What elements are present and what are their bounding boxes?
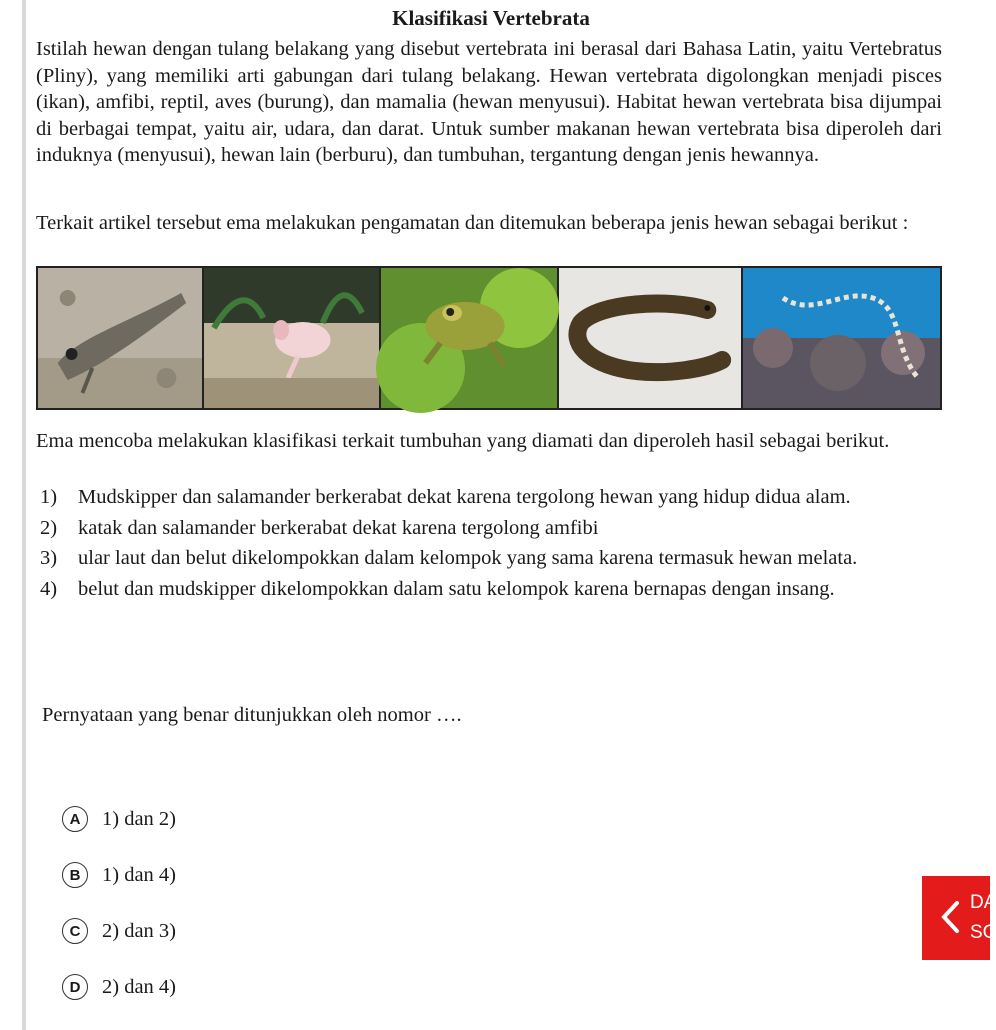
statement-text: belut dan mudskipper dikelompokkan dalam satu kelompok karena bernapas dengan insang. [78, 577, 835, 600]
option-text-a: 1) dan 2) [102, 807, 177, 830]
option-d[interactable] [62, 974, 176, 1000]
question-prompt: Pernyataan yang benar ditunjukkan oleh nomor …. [42, 704, 462, 726]
article-title: Klasifikasi Vertebrata [392, 6, 590, 30]
badge-text-1: DA [970, 892, 996, 913]
sea-snake-image [743, 268, 940, 408]
option-letter-d: D [62, 974, 88, 1000]
option-text-b: 1) dan 4) [102, 863, 177, 886]
statement-number: 4) [40, 577, 58, 600]
option-text-c: 2) dan 3) [102, 919, 177, 942]
statement-item-2 [36, 515, 942, 542]
statement-number: 2) [40, 516, 58, 539]
option-b[interactable] [62, 862, 176, 888]
option-letter-a: A [62, 806, 88, 832]
statement-item-1 [36, 484, 942, 511]
badge-text-2: SC [970, 922, 996, 943]
mudskipper-image [38, 268, 204, 408]
article-paragraph-2: Terkait artikel tersebut ema melakukan pengamatan dan ditemukan beberapa jenis hewan sebagai berikut : [36, 212, 909, 234]
statement-item-3 [36, 545, 942, 572]
statement-text: ular laut dan belut dikelompokkan dalam kelompok yang sama karena termasuk hewan melata. [78, 547, 858, 569]
chevron-left-icon [940, 900, 960, 934]
left-border [22, 0, 26, 1030]
statement-number: 1) [40, 486, 58, 508]
statement-text: Mudskipper dan salamander berkerabat dekat karena tergolong hewan yang hidup didua alam. [78, 486, 851, 508]
statement-list [36, 484, 942, 606]
animal-image-strip [36, 266, 942, 410]
statement-item-4 [36, 576, 942, 603]
article-paragraph-1: Istilah hewan dengan tulang belakang yang disebut vertebrata ini berasal dari Bahasa Latin, yaitu Vertebratus (Pliny), yang memiliki arti gabungan dari tulang belakang. Hewan vertebrata digolongkan menjadi pisces (ikan), amfibi, reptil, aves (burung), dan mamalia (hewan menyusui). Habitat hewan vertebrata bisa dijumpai di berbagai tempat, yaitu air, udara, dan darat. Untuk sumber makanan hewan vertebrata bisa diperoleh dari induknya (menyusui), hewan lain (berburu), dan tumbuhan, tergantung dengan jenis hewannya. [36, 38, 942, 166]
article-paragraph-3: Ema mencoba melakukan klasifikasi terkait tumbuhan yang diamati dan diperoleh hasil sebagai berikut. [36, 430, 890, 452]
salamander-image [204, 268, 381, 408]
statement-number: 3) [40, 547, 58, 569]
side-nav-badge[interactable] [922, 876, 996, 960]
eel-image [559, 268, 743, 408]
option-text-d: 2) dan 4) [102, 975, 177, 998]
option-c[interactable] [62, 918, 176, 944]
option-letter-c: C [62, 918, 88, 944]
option-letter-b: B [62, 862, 88, 888]
frog-image [381, 268, 559, 408]
option-a[interactable] [62, 806, 176, 832]
statement-text: katak dan salamander berkerabat dekat karena tergolong amfibi [78, 516, 599, 539]
